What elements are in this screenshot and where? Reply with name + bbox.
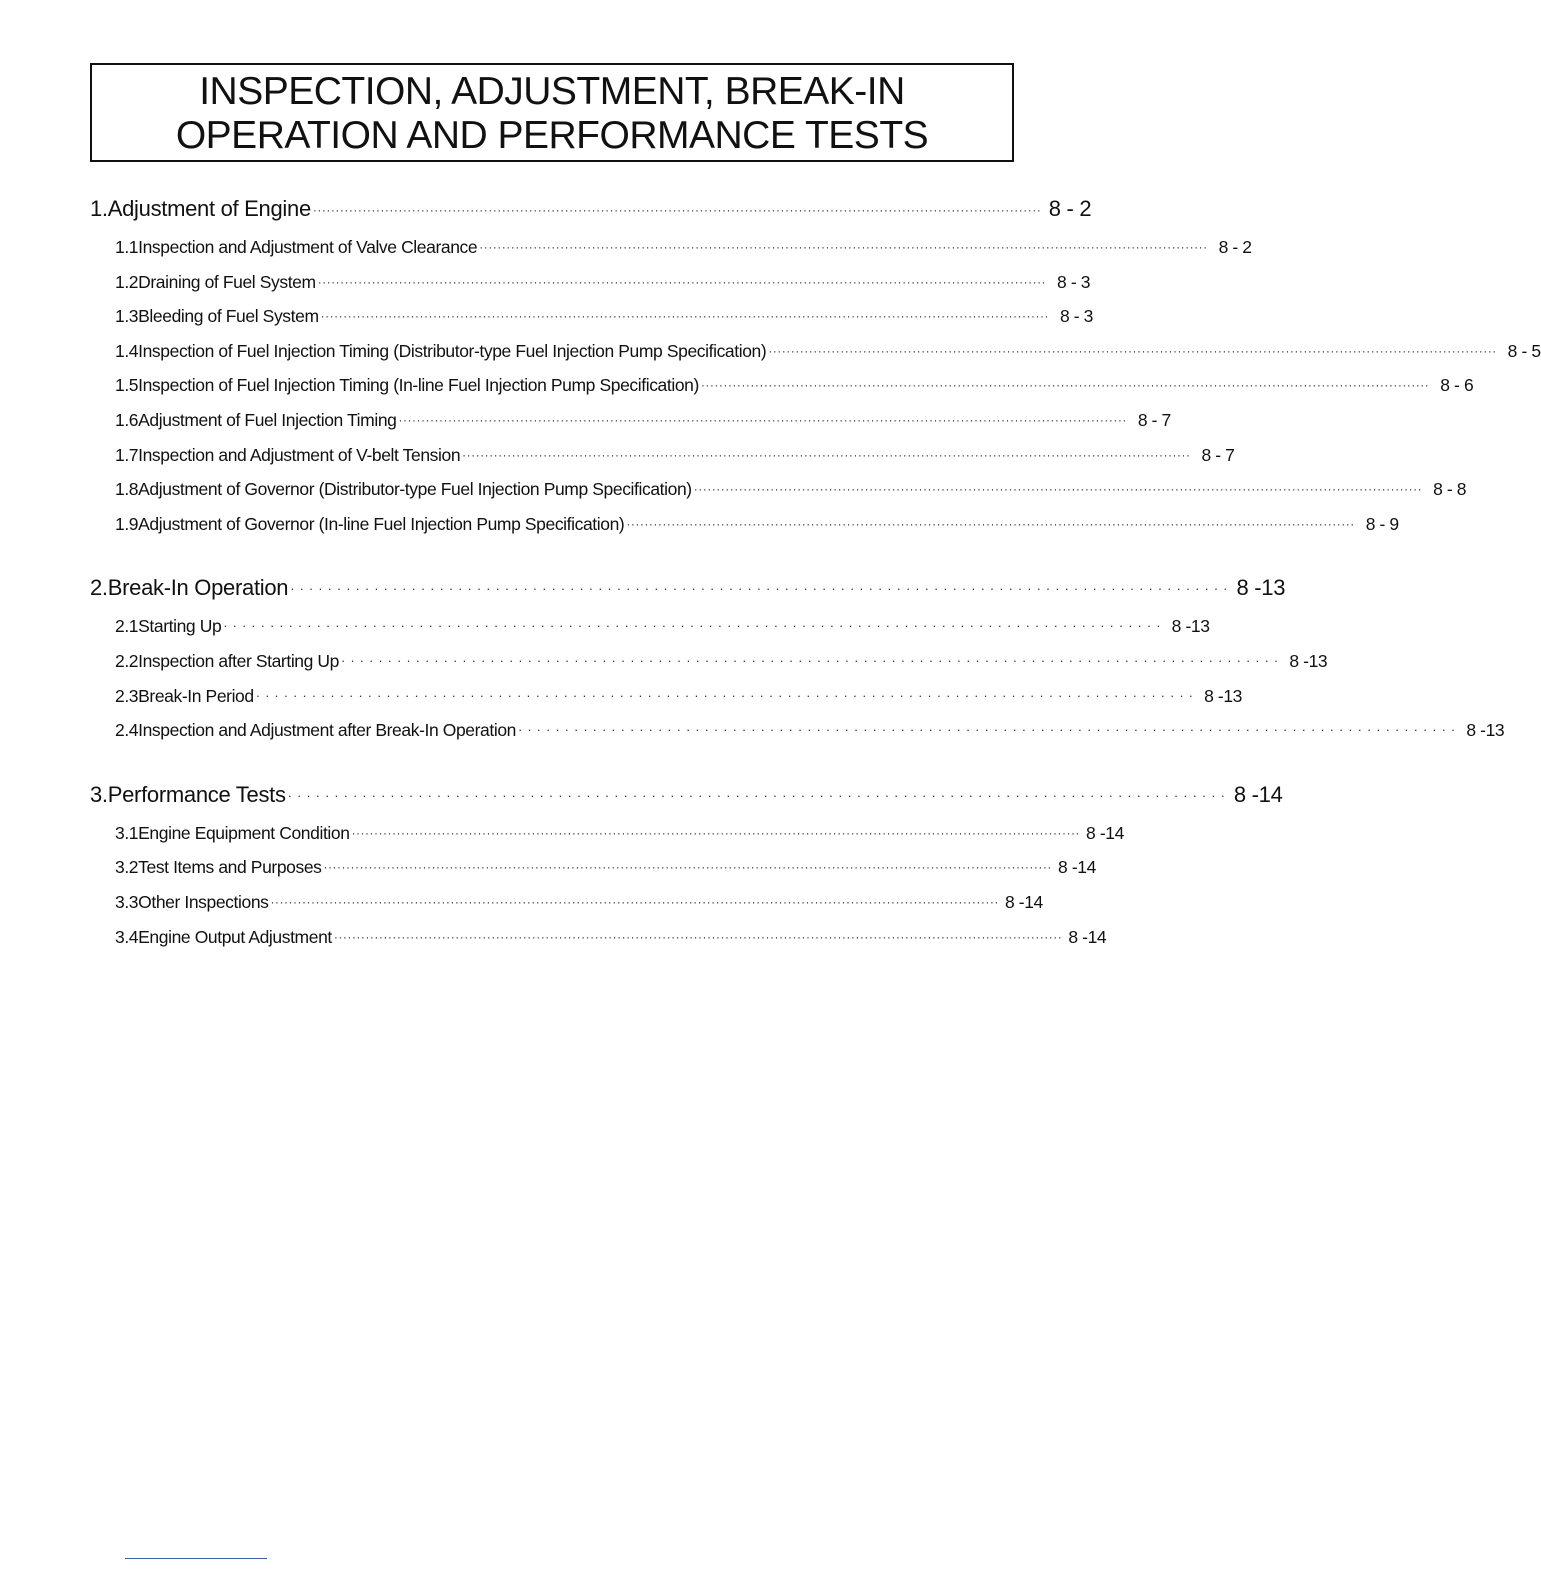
entry-number: 2.2 — [115, 650, 139, 671]
entry-title: Starting Up — [138, 616, 222, 637]
toc-entry[interactable] — [90, 299, 1093, 334]
entry-number: 1.5 — [115, 375, 139, 396]
entry-title: Inspection after Starting Up — [138, 650, 340, 671]
page-number: 8 - 8 — [1433, 479, 1467, 500]
dot-leader: ····································································································· — [255, 687, 1198, 703]
page-number: 8 -14 — [1068, 926, 1107, 947]
toc-entry[interactable] — [90, 403, 1171, 438]
entry-number: 1.8 — [115, 479, 139, 500]
toc-entry[interactable] — [90, 265, 1091, 300]
toc-section-2 — [90, 567, 1505, 747]
entry-number: 3.2 — [115, 857, 139, 878]
entry-title: Draining of Fuel System — [138, 271, 316, 292]
chapter-title-line-1: INSPECTION, ADJUSTMENT, BREAK-IN — [199, 70, 905, 113]
section-number: 3. — [90, 781, 108, 807]
toc-entry[interactable] — [90, 368, 1474, 403]
dot-leader: ····································································································· — [290, 581, 1233, 597]
page-number: 8 - 7 — [1201, 444, 1235, 465]
dot-leader: ·································································································································································· — [768, 343, 1497, 358]
table-of-contents — [90, 188, 1541, 980]
dot-leader: ·································································································································································· — [626, 516, 1355, 531]
entry-title: Inspection and Adjustment of V-belt Tension — [138, 444, 461, 465]
page-number: 8 - 7 — [1137, 409, 1171, 430]
entry-number: 2.3 — [115, 685, 139, 706]
toc-entry[interactable] — [90, 472, 1467, 507]
page-number: 8 -14 — [1233, 781, 1283, 807]
toc-entry[interactable] — [90, 850, 1096, 885]
toc-entry[interactable] — [90, 230, 1252, 265]
page-number: 8 -13 — [1466, 720, 1505, 741]
entry-number: 3.3 — [115, 891, 139, 912]
toc-entry-main[interactable] — [90, 188, 1092, 230]
page-number: 8 - 2 — [1218, 237, 1252, 257]
section-title: Adjustment of Engine — [107, 196, 311, 221]
dot-leader: ····································································································· — [341, 652, 1284, 668]
chapter-title-box — [90, 63, 1014, 162]
toc-entry[interactable] — [90, 507, 1399, 542]
dot-leader: ·································································································································································· — [333, 929, 1063, 944]
entry-number: 2.4 — [115, 720, 139, 741]
entry-title: Inspection of Fuel Injection Timing (In-line Fuel Injection Pump Specification) — [138, 375, 699, 396]
entry-title: Inspection and Adjustment after Break-In Operation — [138, 720, 517, 741]
dot-leader: ·································································································································································· — [312, 203, 1042, 217]
toc-section-1 — [90, 188, 1541, 541]
dot-leader: ····································································································· — [518, 722, 1461, 738]
dot-leader: ·································································································································································· — [479, 240, 1208, 254]
section-title: Performance Tests — [107, 781, 286, 807]
page-number: 8 - 3 — [1057, 271, 1091, 292]
dot-leader: ·································································································································································· — [700, 378, 1430, 393]
entry-number: 1.2 — [115, 271, 139, 292]
entry-title: Test Items and Purposes — [138, 857, 322, 878]
toc-entry[interactable] — [90, 885, 1043, 920]
dot-leader: ····································································································· — [287, 787, 1230, 803]
dot-leader: ·································································································································································· — [351, 825, 1080, 840]
entry-title: Other Inspections — [138, 891, 269, 912]
entry-title: Adjustment of Fuel Injection Timing — [138, 409, 397, 430]
entry-number: 1.1 — [115, 237, 139, 257]
page-number: 8 - 9 — [1365, 513, 1399, 534]
entry-number: 1.3 — [115, 306, 139, 327]
entry-title: Break-In Period — [138, 685, 254, 706]
page-number: 8 - 3 — [1059, 306, 1093, 327]
toc-section-3 — [90, 774, 1283, 954]
dot-leader: ·································································································································································· — [320, 309, 1049, 324]
toc-entry[interactable] — [90, 438, 1235, 473]
toc-entry[interactable] — [90, 816, 1124, 851]
dot-leader: ·································································································································································· — [398, 412, 1127, 427]
entry-number: 3.1 — [115, 822, 139, 843]
page-number: 8 -13 — [1236, 575, 1286, 601]
toc-entry[interactable] — [90, 334, 1541, 369]
entry-number: 2.1 — [115, 616, 139, 637]
dot-leader: ·································································································································································· — [693, 482, 1423, 497]
entry-number: 1.6 — [115, 409, 139, 430]
page-number: 8 -13 — [1171, 616, 1210, 637]
entry-number: 1.4 — [115, 340, 139, 361]
dot-leader: ·································································································································································· — [270, 894, 999, 909]
page-number: 8 -14 — [1058, 857, 1096, 878]
page-number: 8 -14 — [1004, 891, 1043, 912]
entry-title: Inspection and Adjustment of Valve Clearance — [138, 237, 478, 257]
dot-leader: ·································································································································································· — [462, 447, 1191, 462]
section-number: 2. — [90, 575, 108, 601]
page-number: 8 - 6 — [1440, 375, 1474, 396]
page-number: 8 - 2 — [1048, 196, 1092, 221]
dot-leader: ·································································································································································· — [317, 274, 1047, 289]
section-title: Break-In Operation — [107, 575, 289, 601]
entry-title: Engine Equipment Condition — [138, 822, 350, 843]
entry-number: 1.9 — [115, 513, 139, 534]
entry-number: 3.4 — [115, 926, 139, 947]
chapter-title-line-2: OPERATION AND PERFORMANCE TESTS — [175, 114, 929, 157]
page-number: 8 -14 — [1086, 822, 1124, 843]
toc-entry-main[interactable] — [90, 567, 1286, 609]
page-number: 8 -13 — [1204, 685, 1242, 706]
dot-leader: ·································································································································································· — [323, 860, 1052, 875]
toc-entry[interactable] — [90, 920, 1107, 955]
entry-title: Engine Output Adjustment — [138, 926, 332, 947]
entry-title: Inspection of Fuel Injection Timing (Distributor-type Fuel Injection Pump Specification) — [138, 340, 767, 361]
entry-number: 1.7 — [115, 444, 139, 465]
toc-entry[interactable] — [90, 713, 1505, 748]
entry-title: Adjustment of Governor (In-line Fuel Injection Pump Specification) — [138, 513, 625, 534]
dot-leader: ····································································································· — [223, 618, 1166, 634]
entry-title: Adjustment of Governor (Distributor-type Fuel Injection Pump Specification) — [138, 479, 692, 500]
page-number: 8 -13 — [1289, 650, 1328, 671]
page-number: 8 - 5 — [1507, 340, 1541, 361]
footer-divider — [125, 1558, 267, 1559]
section-number: 1. — [90, 196, 108, 221]
toc-entry[interactable] — [90, 679, 1242, 714]
toc-entry[interactable] — [90, 644, 1328, 679]
entry-title: Bleeding of Fuel System — [138, 306, 319, 327]
toc-entry[interactable] — [90, 609, 1210, 644]
toc-entry-main[interactable] — [90, 774, 1283, 816]
